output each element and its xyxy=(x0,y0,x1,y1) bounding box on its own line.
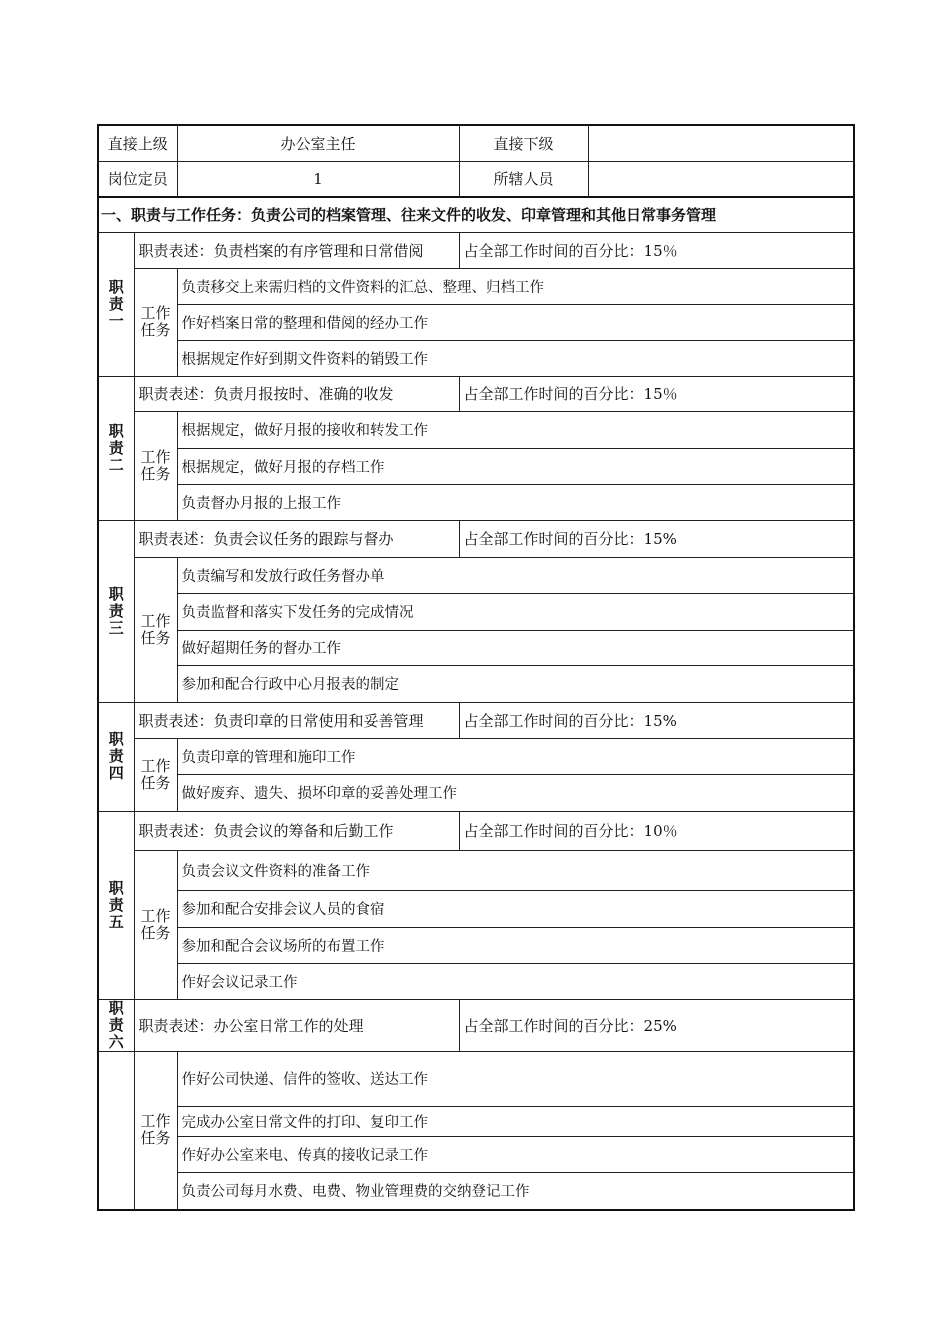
duty-statement-3: 职责表述：负责会议任务的跟踪与督办 xyxy=(134,520,459,557)
duty-statement-6: 职责表述：办公室日常工作的处理 xyxy=(134,999,459,1051)
direct-subordinate-label: 直接下级 xyxy=(459,125,588,161)
duty-statement-5: 职责表述：负责会议的筹备和后勤工作 xyxy=(134,811,459,850)
duty-label-1: 职 责 一 xyxy=(98,232,134,376)
task-item: 负责会议文件资料的准备工作 xyxy=(177,850,854,890)
headcount-label: 岗位定员 xyxy=(98,161,177,197)
duty-statement-2: 职责表述：负责月报按时、准确的收发 xyxy=(134,376,459,411)
duty-label-4: 职 责 四 xyxy=(98,702,134,811)
task-item: 参加和配合安排会议人员的食宿 xyxy=(177,890,854,927)
duty-6-blank-cell xyxy=(98,1051,134,1210)
task-item: 参加和配合行政中心月报表的制定 xyxy=(177,665,854,702)
task-item: 作好会议记录工作 xyxy=(177,963,854,999)
jurisdiction-label: 所辖人员 xyxy=(459,161,588,197)
duty-label-5: 职 责 五 xyxy=(98,811,134,999)
task-item: 作好档案日常的整理和借阅的经办工作 xyxy=(177,304,854,340)
duty-label-6: 职 责 六 xyxy=(98,999,134,1051)
direct-superior-label: 直接上级 xyxy=(98,125,177,161)
duty-percent-4: 占全部工作时间的百分比：15% xyxy=(459,702,854,738)
work-task-label-2: 工作 任务 xyxy=(134,411,177,520)
task-item: 负责移交上来需归档的文件资料的汇总、整理、归档工作 xyxy=(177,268,854,304)
task-item: 根据规定作好到期文件资料的销毁工作 xyxy=(177,340,854,376)
task-item: 作好办公室来电、传真的接收记录工作 xyxy=(177,1136,854,1172)
duty-statement-1: 职责表述：负责档案的有序管理和日常借阅 xyxy=(134,232,459,268)
duty-statement-4: 职责表述：负责印章的日常使用和妥善管理 xyxy=(134,702,459,738)
task-item: 负责印章的管理和施印工作 xyxy=(177,738,854,774)
duty-percent-2: 占全部工作时间的百分比：15％ xyxy=(459,376,854,411)
task-item: 负责编写和发放行政任务督办单 xyxy=(177,557,854,593)
jurisdiction-value xyxy=(588,161,854,197)
task-item: 完成办公室日常文件的打印、复印工作 xyxy=(177,1106,854,1136)
task-item: 作好公司快递、信件的签收、送达工作 xyxy=(177,1051,854,1106)
task-item: 参加和配合会议场所的布置工作 xyxy=(177,927,854,963)
work-task-label-5: 工作 任务 xyxy=(134,850,177,999)
work-task-label-3: 工作 任务 xyxy=(134,557,177,702)
task-item: 负责督办月报的上报工作 xyxy=(177,484,854,520)
duty-percent-1: 占全部工作时间的百分比：15％ xyxy=(459,232,854,268)
duty-percent-3: 占全部工作时间的百分比：15% xyxy=(459,520,854,557)
duty-label-2: 职 责 二 xyxy=(98,376,134,520)
task-item: 做好超期任务的督办工作 xyxy=(177,630,854,665)
direct-superior-value: 办公室主任 xyxy=(177,125,459,161)
task-item: 根据规定，做好月报的接收和转发工作 xyxy=(177,411,854,448)
work-task-label-6: 工作 任务 xyxy=(134,1051,177,1210)
direct-subordinate-value xyxy=(588,125,854,161)
duty-label-3: 职 责 三 xyxy=(98,520,134,702)
duty-percent-6: 占全部工作时间的百分比：25% xyxy=(459,999,854,1051)
work-task-label-4: 工作 任务 xyxy=(134,738,177,811)
duty-percent-5: 占全部工作时间的百分比：10％ xyxy=(459,811,854,850)
job-description-table xyxy=(97,124,855,1211)
headcount-value: 1 xyxy=(177,161,459,197)
task-item: 做好废弃、遗失、损坏印章的妥善处理工作 xyxy=(177,774,854,811)
work-task-label-1: 工作 任务 xyxy=(134,268,177,376)
task-item: 根据规定，做好月报的存档工作 xyxy=(177,448,854,484)
task-item: 负责公司每月水费、电费、物业管理费的交纳登记工作 xyxy=(177,1172,854,1210)
section-title: 一、职责与工作任务：负责公司的档案管理、往来文件的收发、印章管理和其他日常事务管理 xyxy=(98,197,854,232)
task-item: 负责监督和落实下发任务的完成情况 xyxy=(177,593,854,630)
